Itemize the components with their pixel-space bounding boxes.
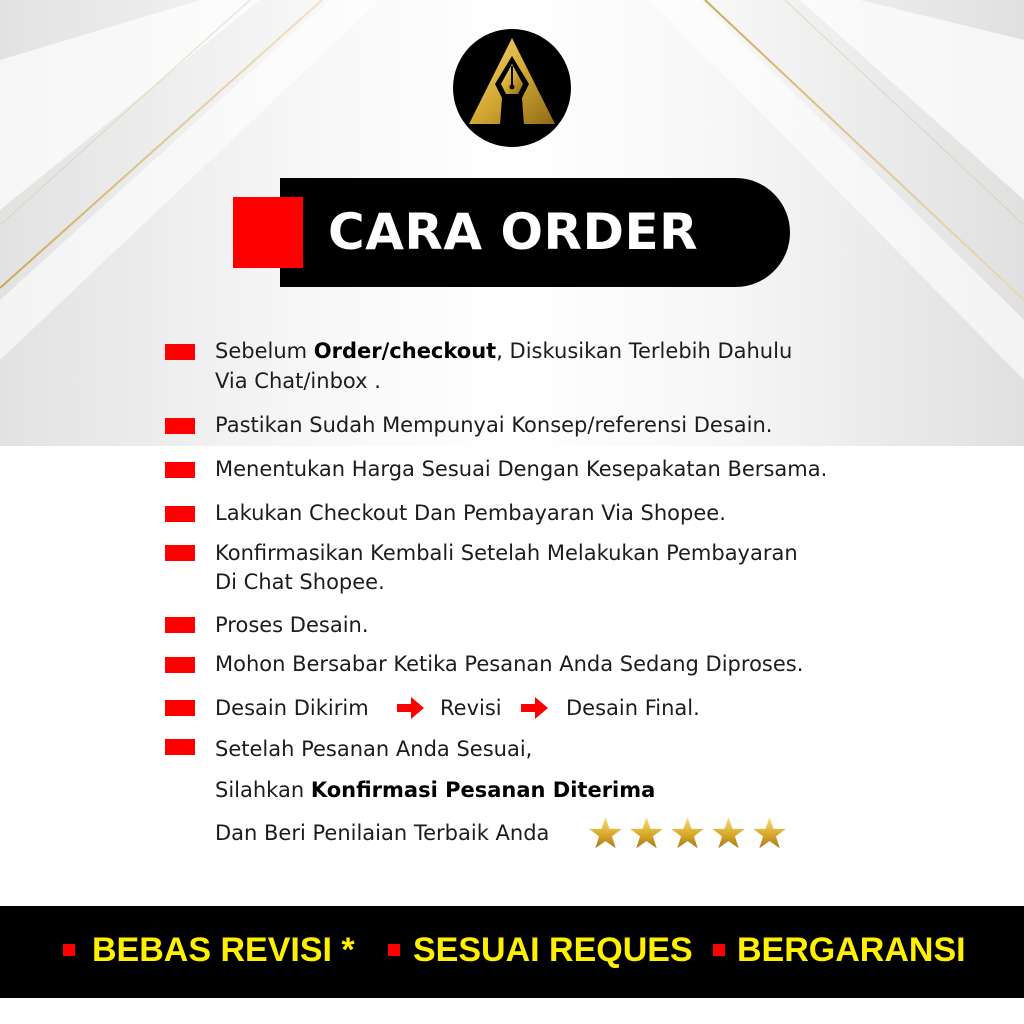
gold-star-icon — [588, 816, 623, 850]
red-arrow-right-icon — [397, 697, 424, 719]
gold-star-icon — [629, 816, 664, 850]
red-arrow-right-icon — [521, 697, 548, 719]
step-9-line-2 — [215, 775, 655, 805]
red-square-bullet-icon — [388, 944, 400, 956]
gold-star-icon — [711, 816, 746, 850]
step-8-flow-2: Revisi — [440, 696, 502, 720]
step-9-line-3: Dan Beri Penilaian Terbaik Anda — [215, 821, 550, 845]
step-2-text: Pastikan Sudah Mempunyai Konsep/referensi Desain. — [215, 413, 773, 437]
step-1-text-c: , Diskusikan Terlebih Dahulu — [496, 339, 793, 363]
step-8-flow-3: Desain Final. — [566, 696, 700, 720]
red-square-bullet-icon — [165, 344, 195, 360]
pen-nib-triangle-logo-icon — [452, 28, 572, 148]
step-5-line-1: Konfirmasikan Kembali Setelah Melakukan Pembayaran — [215, 541, 798, 565]
page-title: CARA ORDER — [328, 203, 699, 261]
red-square-bullet-icon — [165, 418, 195, 434]
step-7-text: Mohon Bersabar Ketika Pesanan Anda Sedang Diproses. — [215, 652, 804, 676]
red-square-bullet-icon — [165, 617, 195, 633]
step-1-text-a: Sebelum — [215, 339, 314, 363]
red-square-bullet-icon — [165, 506, 195, 522]
gold-star-icon — [670, 816, 705, 850]
red-square-bullet-icon — [165, 739, 195, 755]
step-5-line-2: Di Chat Shopee. — [215, 570, 385, 594]
gold-star-icon — [752, 816, 787, 850]
step-8-flow-1: Desain Dikirim — [215, 696, 369, 720]
step-1-line-2: Via Chat/inbox . — [215, 369, 381, 393]
red-square-bullet-icon — [165, 700, 195, 716]
step-9-text-bold: Konfirmasi Pesanan Diterima — [310, 778, 656, 802]
banner-item-3: BERGARANSI — [737, 931, 966, 969]
red-square-bullet-icon — [713, 944, 725, 956]
banner-item-2: SESUAI REQUES — [413, 931, 693, 969]
step-9-text-a: Silahkan — [215, 778, 311, 802]
red-square-bullet-icon — [165, 545, 195, 561]
step-3-text: Menentukan Harga Sesuai Dengan Kesepakatan Bersama. — [215, 457, 828, 481]
banner-item-1: BEBAS REVISI * — [92, 931, 355, 969]
red-square-bullet-icon — [165, 657, 195, 673]
red-square-bullet-icon — [63, 944, 75, 956]
step-6-text: Proses Desain. — [215, 613, 369, 637]
step-1-line-1 — [215, 336, 792, 366]
title-red-square — [233, 197, 303, 268]
step-1-text-bold: Order/checkout — [313, 339, 497, 363]
step-9-line-1: Setelah Pesanan Anda Sesuai, — [215, 737, 533, 761]
step-4-text: Lakukan Checkout Dan Pembayaran Via Shopee. — [215, 501, 726, 525]
red-square-bullet-icon — [165, 462, 195, 478]
